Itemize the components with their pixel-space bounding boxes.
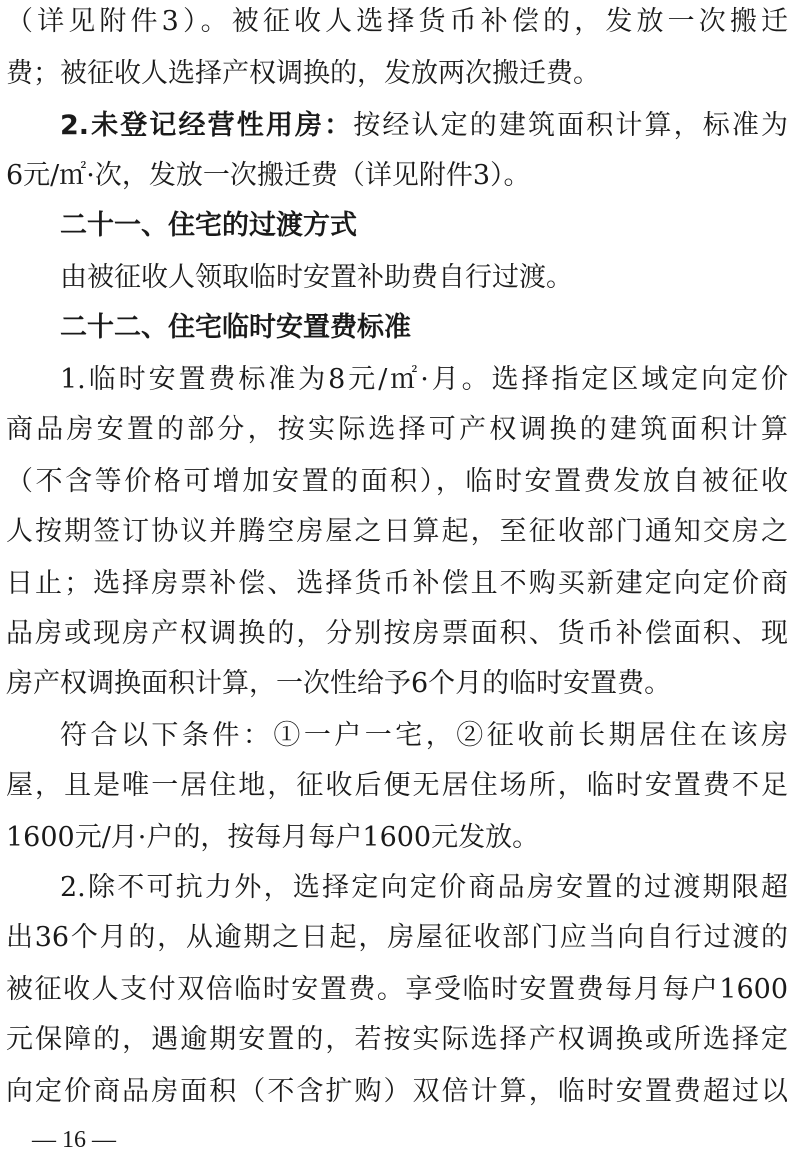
text-line: 人按期签订协议并腾空房屋之日算起，至征收部门通知交房之 xyxy=(6,516,788,547)
text-line: 房产权调换面积计算，一次性给予6个月的临时安置费。 xyxy=(6,668,672,699)
text-line: 屋，且是唯一居住地，征收后便无居住场所，临时安置费不足 xyxy=(6,770,788,801)
text-line: 1600元/月·户的，按每月每户1600元发放。 xyxy=(6,822,540,853)
text-line: 日止；选择房票补偿、选择货币补偿且不购买新建定向定价商 xyxy=(6,568,788,599)
page-number: — 16 — xyxy=(32,1127,116,1153)
section-heading: 二十二、住宅临时安置费标准 xyxy=(60,312,411,343)
text-line: 2.除不可抗力外，选择定向定价商品房安置的过渡期限超 xyxy=(60,872,788,903)
section-heading: 二十一、住宅的过渡方式 xyxy=(60,210,357,241)
text-line: 商品房安置的部分，按实际选择可产权调换的建筑面积计算 xyxy=(6,414,788,445)
text-line: 品房或现房产权调换的，分别按房票面积、货币补偿面积、现 xyxy=(6,618,788,649)
text-line: 出36个月的，从逾期之日起，房屋征收部门应当向自行过渡的 xyxy=(6,922,788,953)
text-span: 按经认定的建筑面积计算，标准为 xyxy=(353,110,789,141)
text-line: 被征收人支付双倍临时安置费。享受临时安置费每月每户1600 xyxy=(6,974,788,1005)
text-line: （详见附件3）。被征收人选择货币补偿的，发放一次搬迁 xyxy=(6,6,788,37)
text-line: 6元/㎡·次，发放一次搬迁费（详见附件3）。 xyxy=(6,160,531,191)
text-line: 由被征收人领取临时安置补助费自行过渡。 xyxy=(60,262,573,293)
text-line xyxy=(60,106,788,146)
text-line: 符合以下条件：①一户一宅，②征收前长期居住在该房 xyxy=(60,720,788,751)
text-line: （不含等价格可增加安置的面积），临时安置费发放自被征收 xyxy=(6,466,788,497)
text-line: 向定价商品房面积（不含扩购）双倍计算，临时安置费超过以 xyxy=(6,1076,788,1107)
text-line: 元保障的，遇逾期安置的，若按实际选择产权调换或所选择定 xyxy=(6,1024,788,1055)
text-line: 1.临时安置费标准为8元/㎡·月。选择指定区域定向定价 xyxy=(60,364,788,395)
text-line: 费；被征收人选择产权调换的，发放两次搬迁费。 xyxy=(6,58,600,89)
section-label: 2.未登记经营性用房： xyxy=(60,110,354,141)
